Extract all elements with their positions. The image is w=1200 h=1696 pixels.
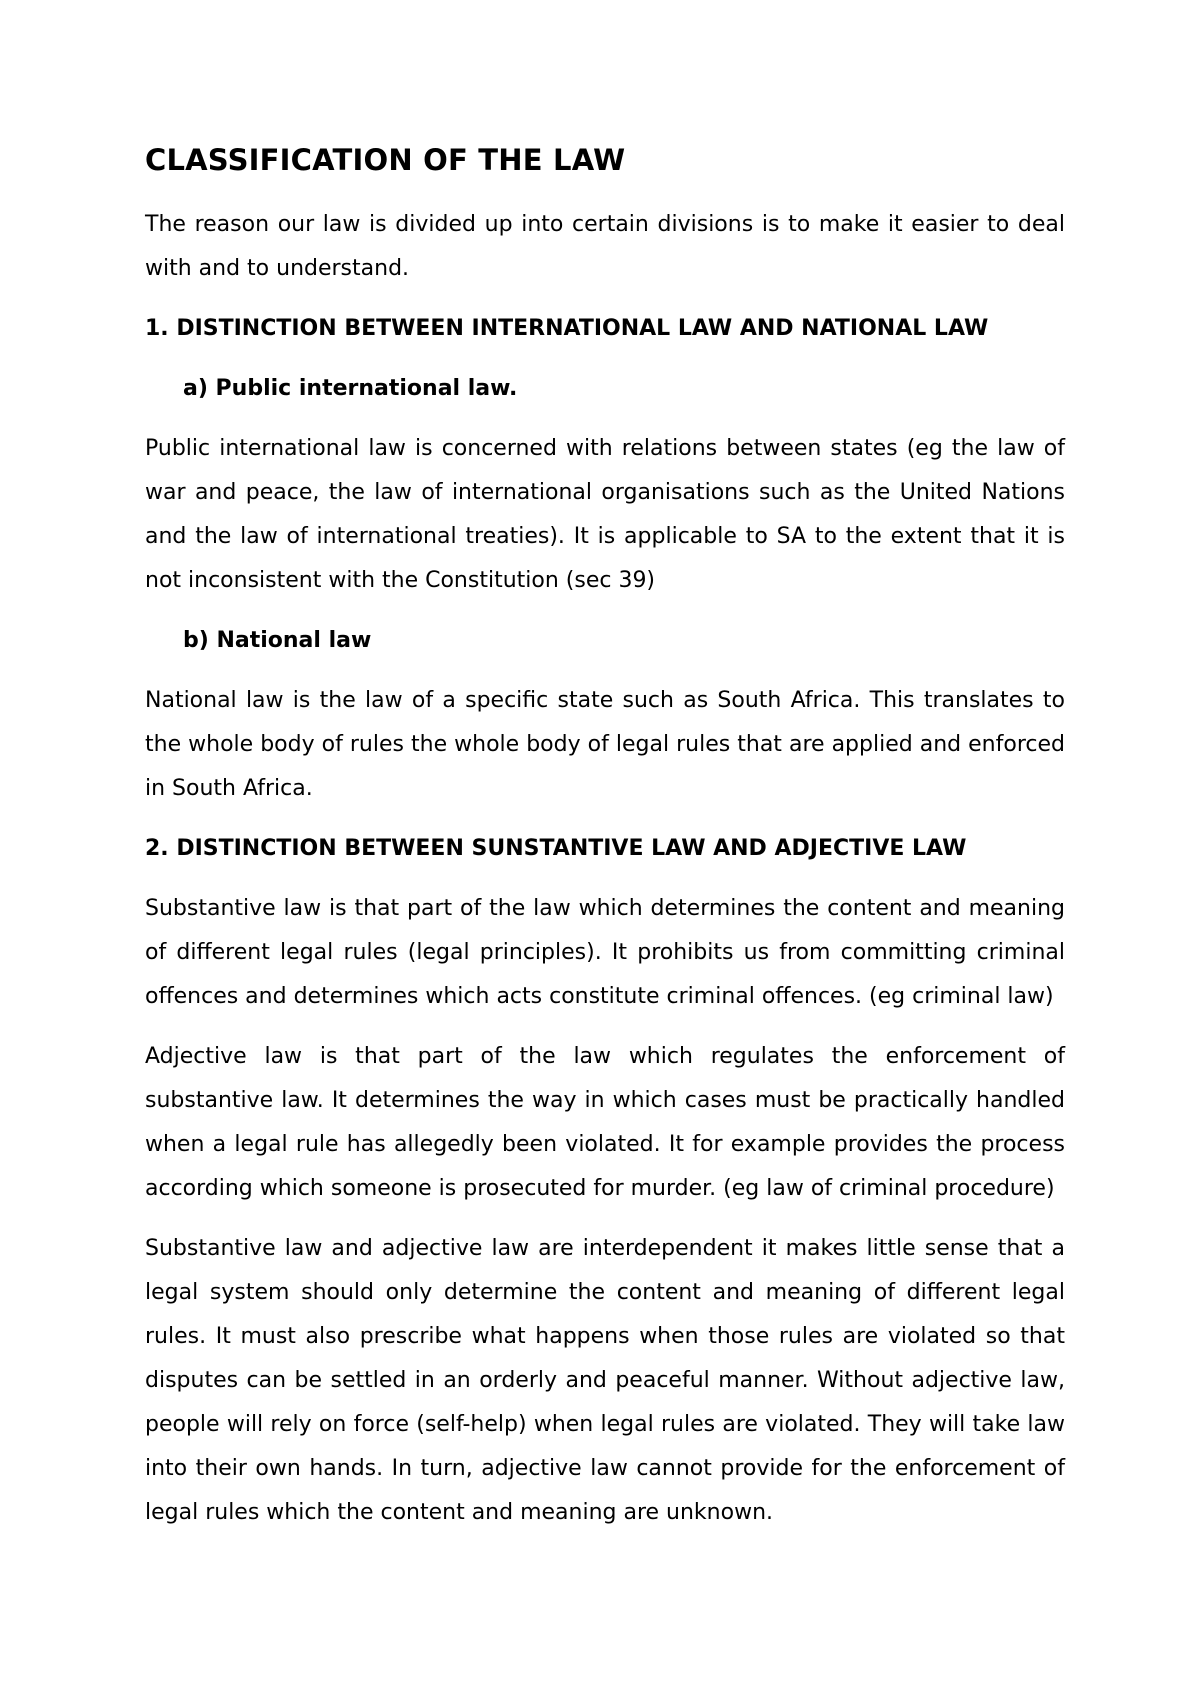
- section-1-heading: 1. DISTINCTION BETWEEN INTERNATIONAL LAW AND NATIONAL LAW: [145, 315, 989, 341]
- subsection-b-heading: b) National law: [183, 627, 372, 653]
- intro-paragraph: The reason our law is divided up into certain divisions is to make it easier to deal with and to understand.: [145, 211, 1065, 281]
- section-2-heading: 2. DISTINCTION BETWEEN SUNSTANTIVE LAW AND ADJECTIVE LAW: [145, 835, 967, 861]
- document-title: CLASSIFICATION OF THE LAW: [145, 143, 626, 177]
- interdependence-paragraph: Substantive law and adjective law are interdependent it makes little sense that a legal system should only determine the content and meaning of different legal rules. It must also prescribe what happens when those rules are violated so that disputes can be settled in an orderly and peaceful manner. Without adjective law, people will rely on force (self-help) when legal rules are violated. They will take law into their own hands. In turn, adjective law cannot provide for the enforcement of legal rules which the content and meaning are unknown.: [145, 1235, 1065, 1525]
- subsection-a-paragraph: Public international law is concerned with relations between states (eg the law of war and peace, the law of international organisations such as the United Nations and the law of international treaties). It is applicable to SA to the extent that it is not inconsistent with the Constitution (sec 39): [145, 435, 1065, 593]
- subsection-b-paragraph: National law is the law of a specific state such as South Africa. This translates to the whole body of rules the whole body of legal rules that are applied and enforced in South Africa.: [145, 687, 1065, 801]
- subsection-a-heading: a) Public international law.: [183, 375, 518, 401]
- substantive-law-paragraph: Substantive law is that part of the law which determines the content and meaning of different legal rules (legal principles). It prohibits us from committing criminal offences and determines which acts constitute criminal offences. (eg criminal law): [145, 895, 1065, 1009]
- adjective-law-paragraph: Adjective law is that part of the law which regulates the enforcement of substantive law. It determines the way in which cases must be practically handled when a legal rule has allegedly been violated. It for example provides the process according which someone is prosecuted for murder. (eg law of criminal procedure): [145, 1043, 1065, 1201]
- document-page: [145, 140, 1065, 1551]
